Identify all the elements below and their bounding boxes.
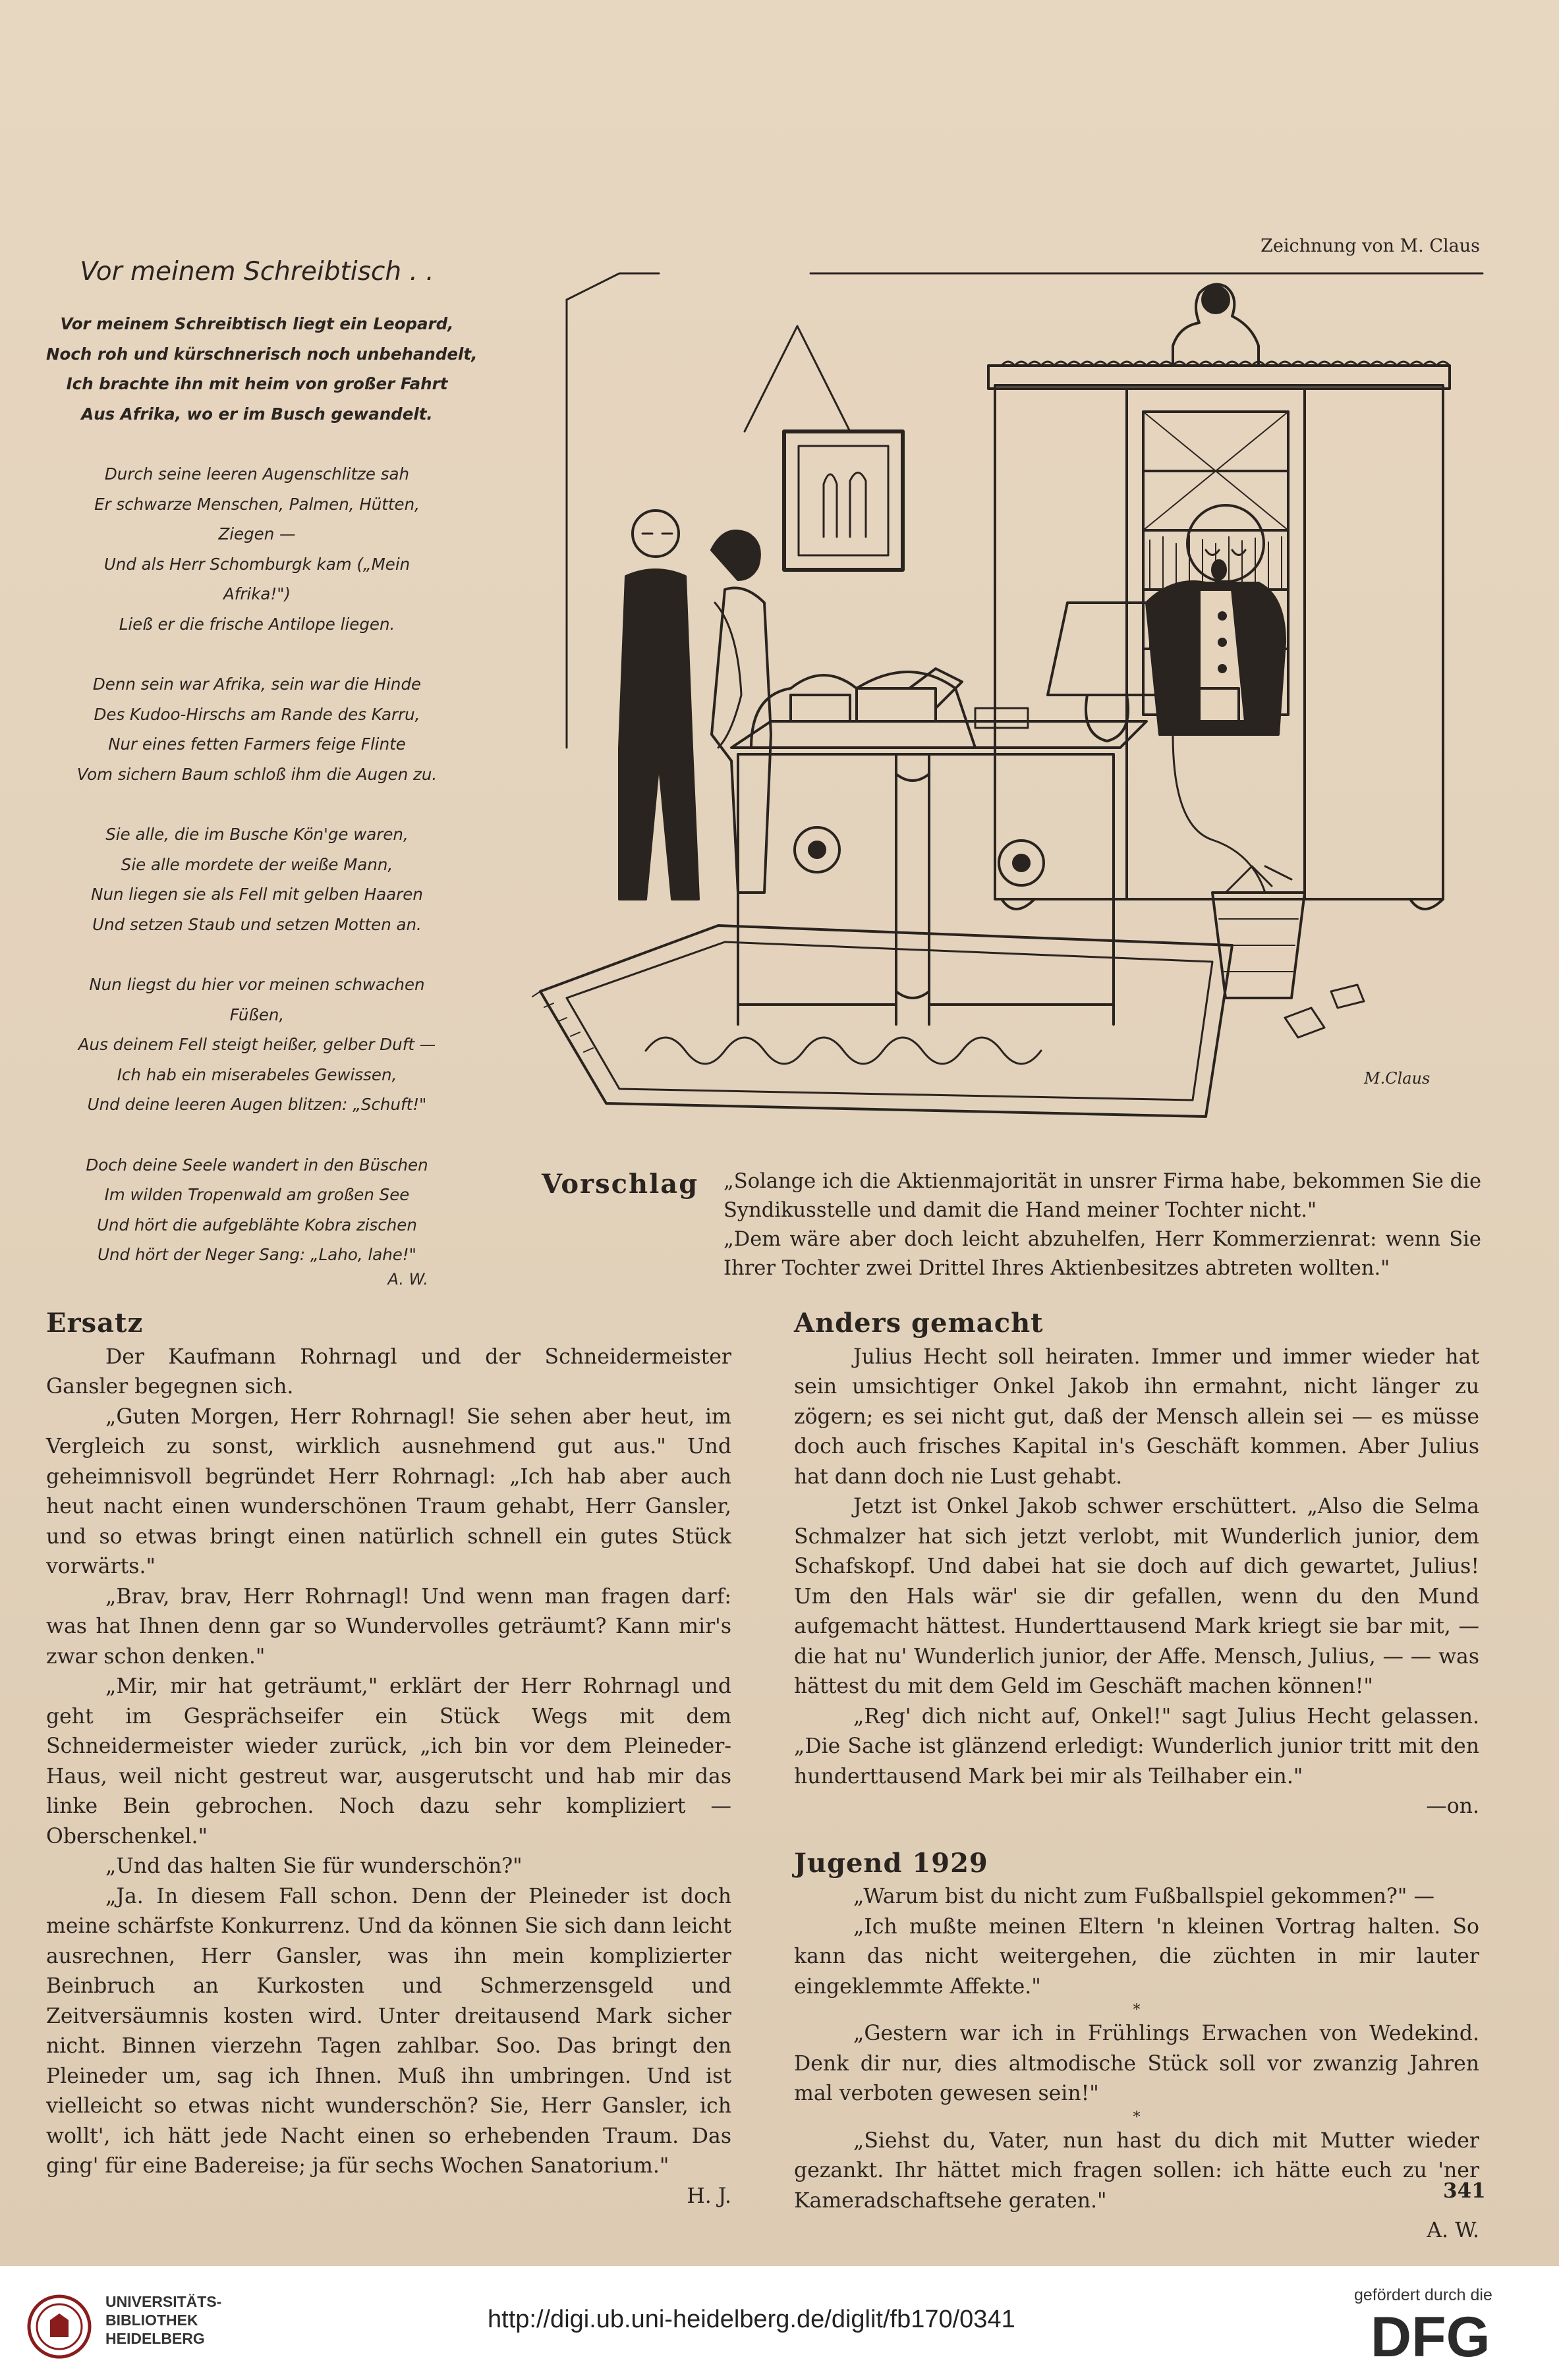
university-seal-icon[interactable]	[26, 2294, 92, 2360]
vorschlag-line: „Solange ich die Aktienmajorität in unsrer Firma habe, bekommen Sie die Syndikusstelle und damit die Hand meiner Tochter nicht."	[723, 1170, 1481, 1222]
institution-line: HEIDELBERG	[105, 2330, 205, 2347]
poem-line: Ich brachte ihn mit heim von großer Fahrt	[66, 374, 448, 393]
vorschlag-title: Vorschlag	[542, 1169, 699, 1200]
poem-line: Des Kudoo-Hirschs am Rande des Karru,	[94, 704, 420, 724]
poem-line: Doch deine Seele wandert in den Büschen	[86, 1155, 428, 1175]
poem-line: Durch seine leeren Augenschlitze sah	[104, 464, 410, 484]
document-url-link[interactable]: http://digi.ub.uni-heidelberg.de/diglit/fb170/0341	[488, 2306, 1015, 2333]
jugend-title: Jugend 1929	[794, 1847, 988, 1879]
poem-line: Er schwarze Menschen, Palmen, Hütten,	[94, 494, 420, 514]
poem-stanza	[46, 970, 468, 1120]
anders-paragraph: Julius Hecht soll heiraten. Immer und immer wieder hat sein umsichtiger Onkel Jakob ihn ermahnt, nicht länger zu zögern; es sei nicht gut, daß der Mensch allein sei — es müsse doch auch frisches Kapital in's Geschäft kommen. Aber Julius hat dann doch nie Lust gehabt.	[794, 1344, 1479, 1489]
poem-line: Aus Afrika, wo er im Busch gewandelt.	[81, 404, 433, 424]
poem-line: Und hört die aufgeblähte Kobra zischen	[97, 1215, 417, 1234]
poem-line: Vom sichern Baum schloß ihm die Augen zu.	[76, 764, 438, 784]
poem-line: Füßen,	[229, 1005, 285, 1024]
dfg-logo-text: DFG	[1371, 2309, 1490, 2362]
ersatz-signature: H. J.	[687, 2184, 731, 2208]
ersatz-paragraph: Der Kaufmann Rohrnagl und der Schneidermeister Gansler begegnen sich.	[46, 1344, 731, 1398]
ersatz-article	[46, 1308, 731, 2211]
poem-line: Ich hab ein miserabeles Gewissen,	[117, 1065, 397, 1084]
ersatz-paragraph: „Ja. In diesem Fall schon. Denn der Pleineder ist doch meine schärfste Konkurrenz. Und da können Sie sich dann leicht ausrechnen, Herr Gansler, was ihn mein komplizierter Beinbruch an Kurkosten und Schmerzensgeld und Zeitversäumnis kosten wird. Unter dreitausend Mark sicher nicht. Binnen vierzehn Tagen zahlbar. Soo. Das bringt den Pleineder um, sag ich Ihnen. Muß ihn umbringen. Und ist vielleicht so etwas nicht wunderschön? Sie, Herr Gansler, ich wollt', ich hätt jede Nacht einen so erhebenden Traum. Das ging' für eine Badereise; ja für sechs Wochen Sanatorium."	[46, 1884, 731, 2178]
poem-signature: A. W.	[387, 1269, 428, 1288]
poem-line: Nur eines fetten Farmers feige Flinte	[108, 734, 406, 754]
anders-paragraph: Jetzt ist Onkel Jakob schwer erschüttert. „Also die Selma Schmalzer hat sich jetzt verlobt, mit Wunderlich junior, dem Schafskopf. Und dabei hat sie doch auf dich gewartet, Julius! Um den Hals wär' sie dir gefallen, wenn du den Mund aufgemacht hättest. Hunderttausend Mark kriegt sie bar mit, — die hat nu' Wunderlich junior, der Affe. Mensch, Julius, — — was hättest du mit dem Geld im Geschäft machen können!"	[794, 1495, 1479, 1698]
funding-note: gefördert durch die	[1354, 2286, 1492, 2304]
poem-line: Aus deinem Fell steigt heißer, gelber Duft —	[78, 1035, 436, 1054]
institution-line: UNIVERSITÄTS-	[105, 2293, 222, 2310]
office-illustration	[514, 234, 1489, 1169]
poem-line: Und hört der Neger Sang: „Laho, lahe!"	[98, 1245, 416, 1264]
poem-line: Ließ er die frische Antilope liegen.	[119, 614, 395, 634]
ersatz-paragraph: „Guten Morgen, Herr Rohrnagl! Sie sehen aber heut, im Vergleich zu sonst, wirklich ausnehmend gut aus." Und geheimnisvoll begründet Herr Rohrnagl: „Ich hab aber auch heut nacht einen wunderschönen Traum gehabt, Herr Gansler, und so etwas bringt einen natürlich schnell ein gutes Stück vorwärts."	[46, 1404, 731, 1578]
jugend-line: „Warum bist du nicht zum Fußballspiel gekommen?" —	[853, 1885, 1434, 1908]
anders-paragraph: „Reg' dich nicht auf, Onkel!" sagt Julius Hecht gelassen. „Die Sache ist glänzend erledigt: Wunderlich junior tritt mit den hunderttausend Mark bei mir als Teilhaber ein."	[794, 1704, 1479, 1788]
illustration-credit: Zeichnung von M. Claus	[1261, 236, 1480, 256]
poem-stanza	[46, 669, 468, 789]
poem	[46, 257, 478, 1288]
anders-title: Anders gemacht	[794, 1308, 1044, 1339]
poem-line: Noch roh und kürschnerisch noch unbehandelt,	[46, 344, 478, 364]
poem-line: Im wilden Tropenwald am großen See	[104, 1185, 410, 1204]
right-column	[794, 1308, 1479, 2246]
ersatz-title: Ersatz	[46, 1308, 144, 1339]
anders-signature: —on.	[1426, 1794, 1479, 1818]
institution-line: BIBLIOTHEK	[105, 2311, 198, 2329]
separator-star: *	[1133, 2002, 1141, 2018]
poem-line: Nun liegst du hier vor meinen schwachen	[89, 975, 425, 994]
page-number: 341	[1443, 2179, 1486, 2203]
poem-stanza	[46, 459, 468, 639]
dfg-logo[interactable]	[1371, 2309, 1535, 2362]
illustration-signature: M.Claus	[1364, 1069, 1431, 1088]
poem-title: Vor meinem Schreibtisch . .	[80, 257, 434, 287]
poem-line: Sie alle, die im Busche Kön'ge waren,	[105, 825, 409, 844]
poem-line: Sie alle mordete der weiße Mann,	[121, 854, 393, 874]
poem-line: Nun liegen sie als Fell mit gelben Haaren	[91, 885, 423, 904]
poem-line: Ziegen —	[218, 524, 296, 543]
jugend-line: „Siehst du, Vater, nun hast du dich mit Mutter wieder gezankt. Ihr hättet mich fragen sollen: ich hätte euch zu 'ner Kameradschaftsehe geraten."	[794, 2128, 1479, 2213]
ersatz-paragraph: „Mir, mir hat geträumt," erklärt der Herr Rohrnagl und geht im Gesprächseifer ein Stück Wegs mit dem Schneidermeister wieder zurück, „ich bin vor dem Pleineder-Haus, weil nicht gestreut war, ausgerutscht und hab mir das linke Bein gebrochen. Noch dazu sehr kompliziert — Oberschenkel."	[46, 1674, 731, 1848]
poem-line: Und als Herr Schomburgk kam („Mein	[103, 554, 411, 574]
institution-name[interactable]	[105, 2292, 221, 2348]
poem-line: Und deine leeren Augen blitzen: „Schuft!"	[87, 1095, 427, 1114]
separator-star: *	[1133, 2109, 1141, 2126]
poem-line: Und setzen Staub und setzen Motten an.	[92, 914, 422, 934]
jugend-signature: A. W.	[1427, 2219, 1479, 2242]
vorschlag-caption	[723, 1167, 1481, 1283]
poem-line: Vor meinem Schreibtisch liegt ein Leopard,	[60, 314, 454, 333]
poem-stanza	[46, 819, 468, 939]
vorschlag-line: „Dem wäre aber doch leicht abzuhelfen, Herr Kommerzienrat: wenn Sie Ihrer Tochter zwei Drittel Ihres Aktienbesitzes abtreten wollten."	[723, 1228, 1481, 1280]
ersatz-paragraph: „Und das halten Sie für wunderschön?"	[105, 1854, 523, 1878]
poem-line: Denn sein war Afrika, sein war die Hinde	[92, 675, 422, 694]
ersatz-paragraph: „Brav, brav, Herr Rohrnagl! Und wenn man fragen darf: was hat Ihnen denn gar so Wundervolles geträumt? Kann mir's zwar schon denken."	[46, 1584, 731, 1669]
jugend-line: „Ich mußte meinen Eltern 'n kleinen Vortrag halten. So kann das nicht weitergehen, die züchten in mir lauter eingeklemmte Affekte."	[794, 1914, 1479, 1999]
poem-stanza	[46, 309, 478, 429]
jugend-line: „Gestern war ich in Frühlings Erwachen von Wedekind. Denk dir nur, dies altmodische Stück soll vor zwanzig Jahren mal verboten gewesen sein!"	[794, 2022, 1479, 2105]
poem-line: Afrika!")	[223, 584, 291, 603]
poem-stanza	[46, 1150, 468, 1270]
